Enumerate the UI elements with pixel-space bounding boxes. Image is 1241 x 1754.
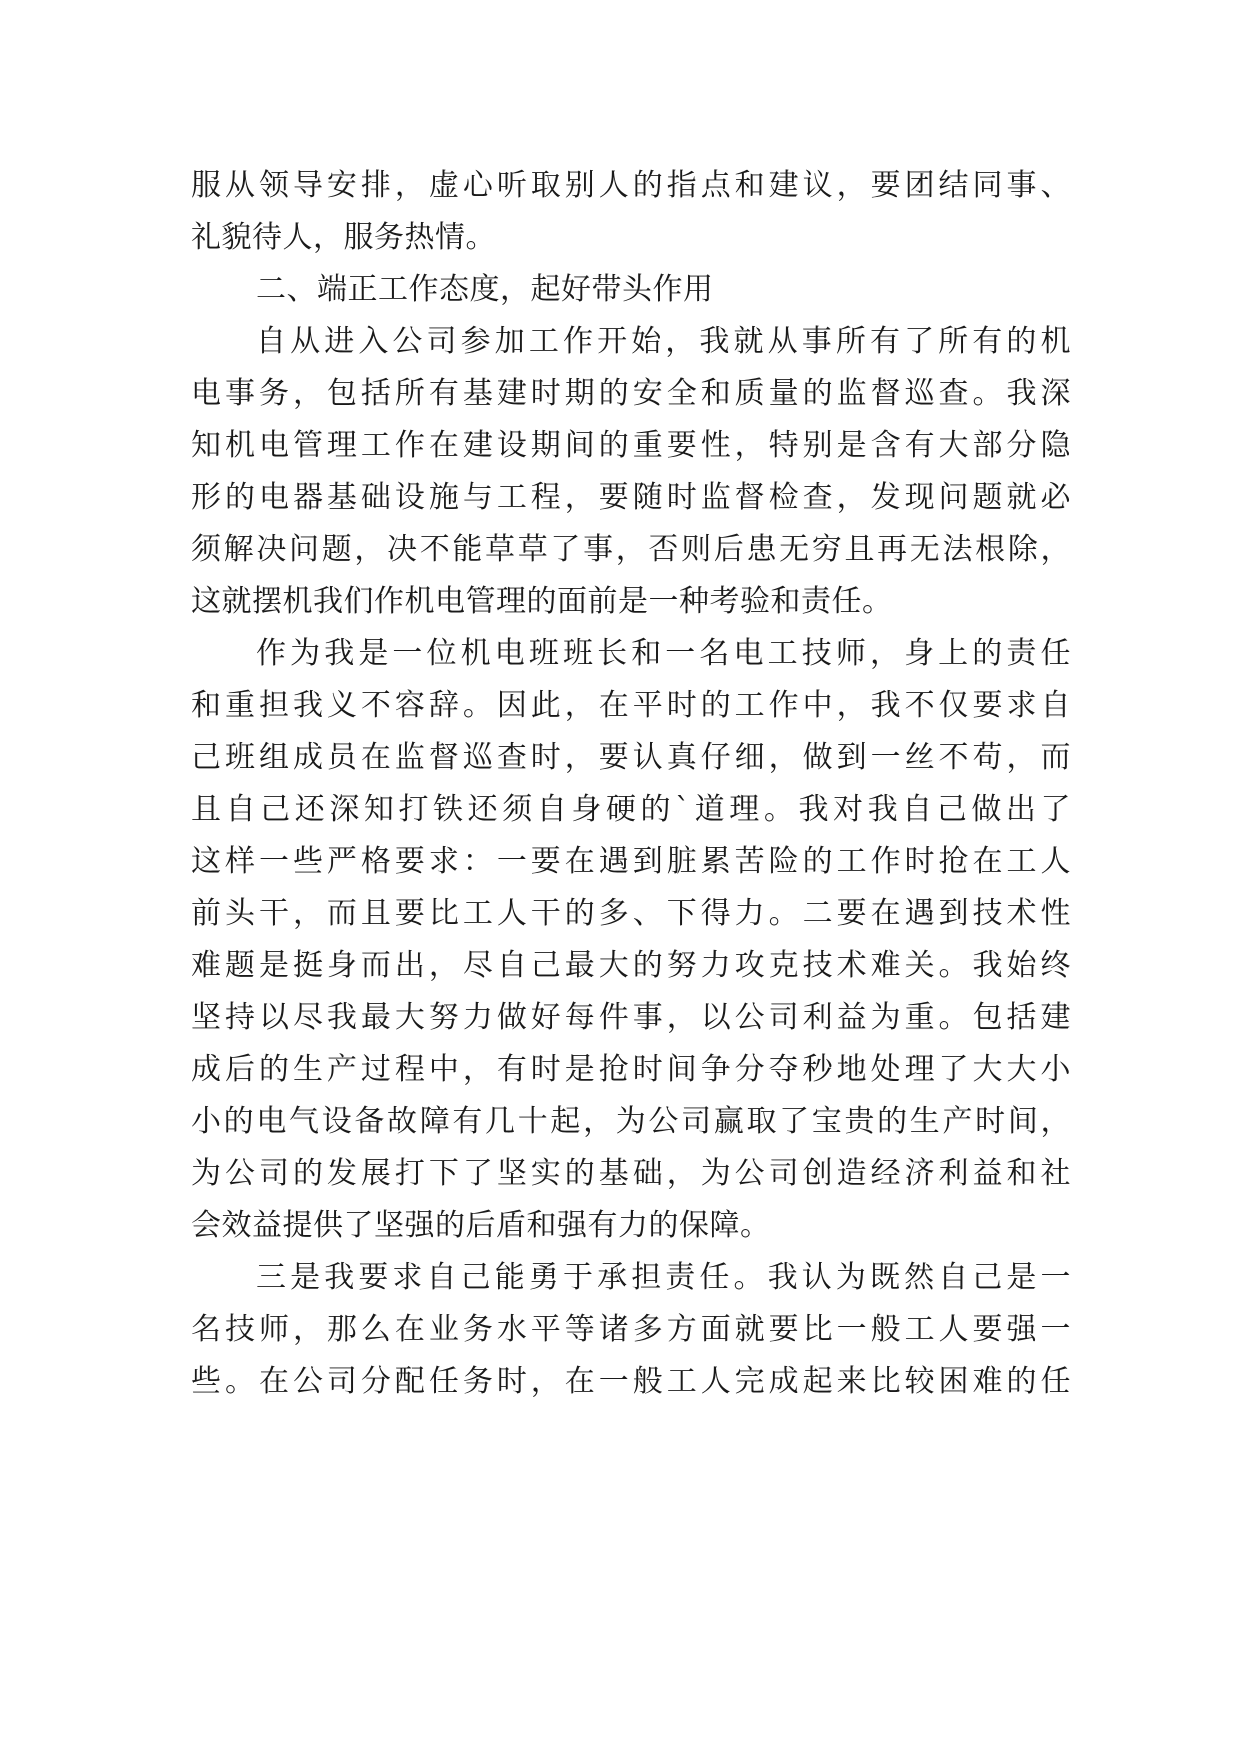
text-line: 些。在公司分配任务时，在一般工人完成起来比较困难的任 xyxy=(191,1364,1071,1399)
text-line: 电事务，包括所有基建时期的安全和质量的监督巡查。我深 xyxy=(191,376,1071,411)
text-line: 和重担我义不容辞。因此，在平时的工作中，我不仅要求自 xyxy=(191,688,1071,723)
text-line: 服从领导安排，虚心听取别人的指点和建议，要团结同事、 xyxy=(191,168,1071,203)
text-line: 这样一些严格要求：一要在遇到脏累苦险的工作时抢在工人 xyxy=(191,844,1071,879)
text-line: 坚持以尽我最大努力做好每件事，以公司利益为重。包括建 xyxy=(191,1000,1071,1035)
text-line: 己班组成员在监督巡查时，要认真仔细，做到一丝不苟，而 xyxy=(191,740,1071,775)
text-line: 自从进入公司参加工作开始，我就从事所有了所有的机 xyxy=(256,324,1071,359)
text-line: 三是我要求自己能勇于承担责任。我认为既然自己是一 xyxy=(256,1260,1071,1295)
text-line: 名技师，那么在业务水平等诸多方面就要比一般工人要强一 xyxy=(191,1312,1071,1347)
text-line: 作为我是一位机电班班长和一名电工技师，身上的责任 xyxy=(256,636,1071,671)
text-line: 礼貌待人，服务热情。 xyxy=(191,220,496,255)
text-line: 为公司的发展打下了坚实的基础，为公司创造经济利益和社 xyxy=(191,1156,1071,1191)
text-line: 成后的生产过程中，有时是抢时间争分夺秒地处理了大大小 xyxy=(191,1052,1071,1087)
text-line: 知机电管理工作在建设期间的重要性，特别是含有大部分隐 xyxy=(191,428,1071,463)
text-line: 前头干，而且要比工人干的多、下得力。二要在遇到技术性 xyxy=(191,896,1071,931)
text-line: 且自己还深知打铁还须自身硬的`道理。我对我自己做出了 xyxy=(191,792,1071,827)
text-line: 小的电气设备故障有几十起，为公司赢取了宝贵的生产时间， xyxy=(191,1104,1071,1139)
text-line: 会效益提供了坚强的后盾和强有力的保障。 xyxy=(191,1208,771,1243)
text-line: 二、端正工作态度，起好带头作用 xyxy=(256,272,714,307)
text-line: 须解决问题，决不能草草了事，否则后患无穷且再无法根除， xyxy=(191,532,1071,567)
text-line: 形的电器基础设施与工程，要随时监督检查，发现问题就必 xyxy=(191,480,1071,515)
text-line: 难题是挺身而出，尽自己最大的努力攻克技术难关。我始终 xyxy=(191,948,1071,983)
text-line: 这就摆机我们作机电管理的面前是一种考验和责任。 xyxy=(191,584,893,619)
body-text xyxy=(191,160,1071,1408)
